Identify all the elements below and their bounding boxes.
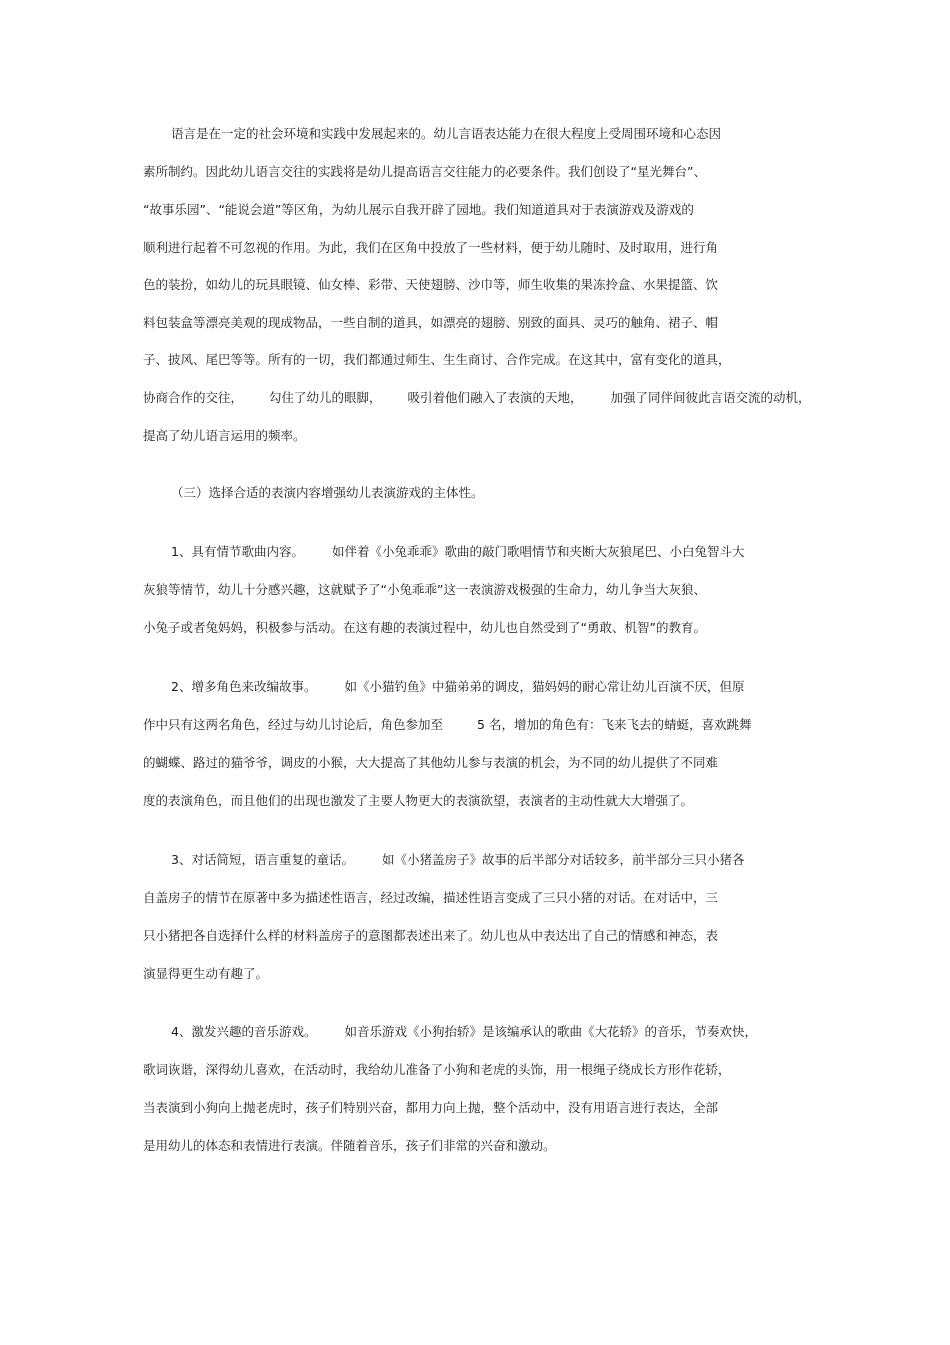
line-8-part-a: 协商合作的交往， [143,390,244,405]
item-4-line-1 [171,1024,831,1040]
paragraph-1-line-5: 色的装扮，如幼儿的玩具眼镜、仙女棒、彩带、天使翅膀、沙巾等，师生收集的果冻拎盒、水果提篮、饮 [143,277,719,292]
item-3-line-2: 自盖房子的情节在原著中多为描述性语言，经过改编，描述性语言变成了三只小猪的对话。在对话中，三 [143,890,719,905]
item-2-lead: 2、增多角色来改编故事。 [171,679,317,694]
item-4-lead: 4、激发兴趣的音乐游戏。 [171,1024,317,1039]
line-8-part-c: 吸引着他们融入了表演的天地， [407,390,583,405]
item-3-line-3: 只小猪把各自选择什么样的材料盖房子的意图都表述出来了。幼儿也从中表达出了自己的情感和神态，表 [143,928,719,943]
paragraph-1-line-8 [143,390,811,406]
item-4-rest: 如音乐游戏《小狗抬轿》是该编承认的歌曲《大花轿》的音乐，节奏欢快， [344,1024,757,1039]
section-heading: （三）选择合适的表演内容增强幼儿表演游戏的主体性。 [171,485,484,500]
line-8-part-d: 加强了同伴间彼此言语交流的动机， [610,390,811,405]
paragraph-1-line-6: 料包装盒等漂亮美观的现成物品，一些自制的道具，如漂亮的翅膀、别致的面具、灵巧的触角、裙子、帽 [143,315,719,330]
item-1-line-1 [171,544,831,560]
item-3-lead: 3、对话简短，语言重复的童话。 [171,852,354,867]
item-1-lead: 1、具有情节歌曲内容。 [171,544,304,559]
item-2-line-2 [143,717,803,733]
paragraph-1-line-7: 子、披风、尾巴等等。所有的一切，我们都通过师生、生生商讨、合作完成。在这其中，富有变化的道具， [143,352,731,367]
item-4-line-3: 当表演到小狗向上抛老虎时，孩子们特别兴奋，都用力向上抛，整个活动中，没有用语言进行表达，全部 [143,1100,719,1115]
item-4-line-2: 歌词诙谐，深得幼儿喜欢，在活动时，我给幼儿准备了小狗和老虎的头饰，用一根绳子绕成长方形作花轿， [143,1062,731,1077]
item-1-line-2: 灰狼等情节，幼儿十分感兴趣，这就赋予了“小兔乖乖”这一表演游戏极强的生命力，幼儿争当大灰狼、 [143,582,706,597]
item-2-line-4: 度的表演角色，而且他们的出现也激发了主要人物更大的表演欲望，表演者的主动性就大大增强了。 [143,793,694,808]
paragraph-1-line-2: 素所制约。因此幼儿语言交往的实践将是幼儿提高语言交往能力的必要条件。我们创设了“星光舞台”、 [143,164,706,179]
item-1-line-3: 小兔子或者兔妈妈，积极参与活动。在这有趣的表演过程中，幼儿也自然受到了“勇敢、机智”的教育。 [143,620,706,635]
item-4-line-4: 是用幼儿的体态和表情进行表演。伴随着音乐，孩子们非常的兴奋和激动。 [143,1138,556,1153]
item-2-line-2-b: 5 名，增加的角色有：飞来飞去的蜻蜓，喜欢跳舞 [477,717,752,732]
item-3-rest: 如《小猪盖房子》故事的后半部分对话较多，前半部分三只小猪各 [381,852,745,867]
paragraph-1-line-9: 提高了幼儿语言运用的频率。 [143,428,306,443]
item-2-rest: 如《小猫钓鱼》中猫弟弟的调皮，猫妈妈的耐心常让幼儿百演不厌，但原 [344,679,745,694]
paragraph-1-line-1: 语言是在一定的社会环境和实践中发展起来的。幼儿言语表达能力在很大程度上受周围环境和心态因 [171,126,722,141]
item-2-line-3: 的蝴蝶、路过的猫爷爷，调皮的小猴，大大提高了其他幼儿参与表演的机会，为不同的幼儿提供了不同难 [143,755,719,770]
line-8-part-b: 勾住了幼儿的眼脚， [269,390,382,405]
paragraph-1-line-3: “故事乐园”、“能说会道”等区角，为幼儿展示自我开辟了园地。我们知道道具对于表演游戏及游戏的 [143,202,694,217]
item-1-rest: 如伴着《小兔乖乖》歌曲的敲门歌唱情节和夹断大灰狼尾巴、小白兔智斗大 [331,544,745,559]
paragraph-1-line-4: 顺利进行起着不可忽视的作用。为此，我们在区角中投放了一些材料，便于幼儿随时、及时取用，进行角 [143,240,719,255]
item-3-line-4: 演显得更生动有趣了。 [143,966,269,981]
item-3-line-1 [171,852,831,868]
item-2-line-2-a: 作中只有这两名角色，经过与幼儿讨论后，角色参加至 [143,717,444,732]
item-2-line-1 [171,679,831,695]
